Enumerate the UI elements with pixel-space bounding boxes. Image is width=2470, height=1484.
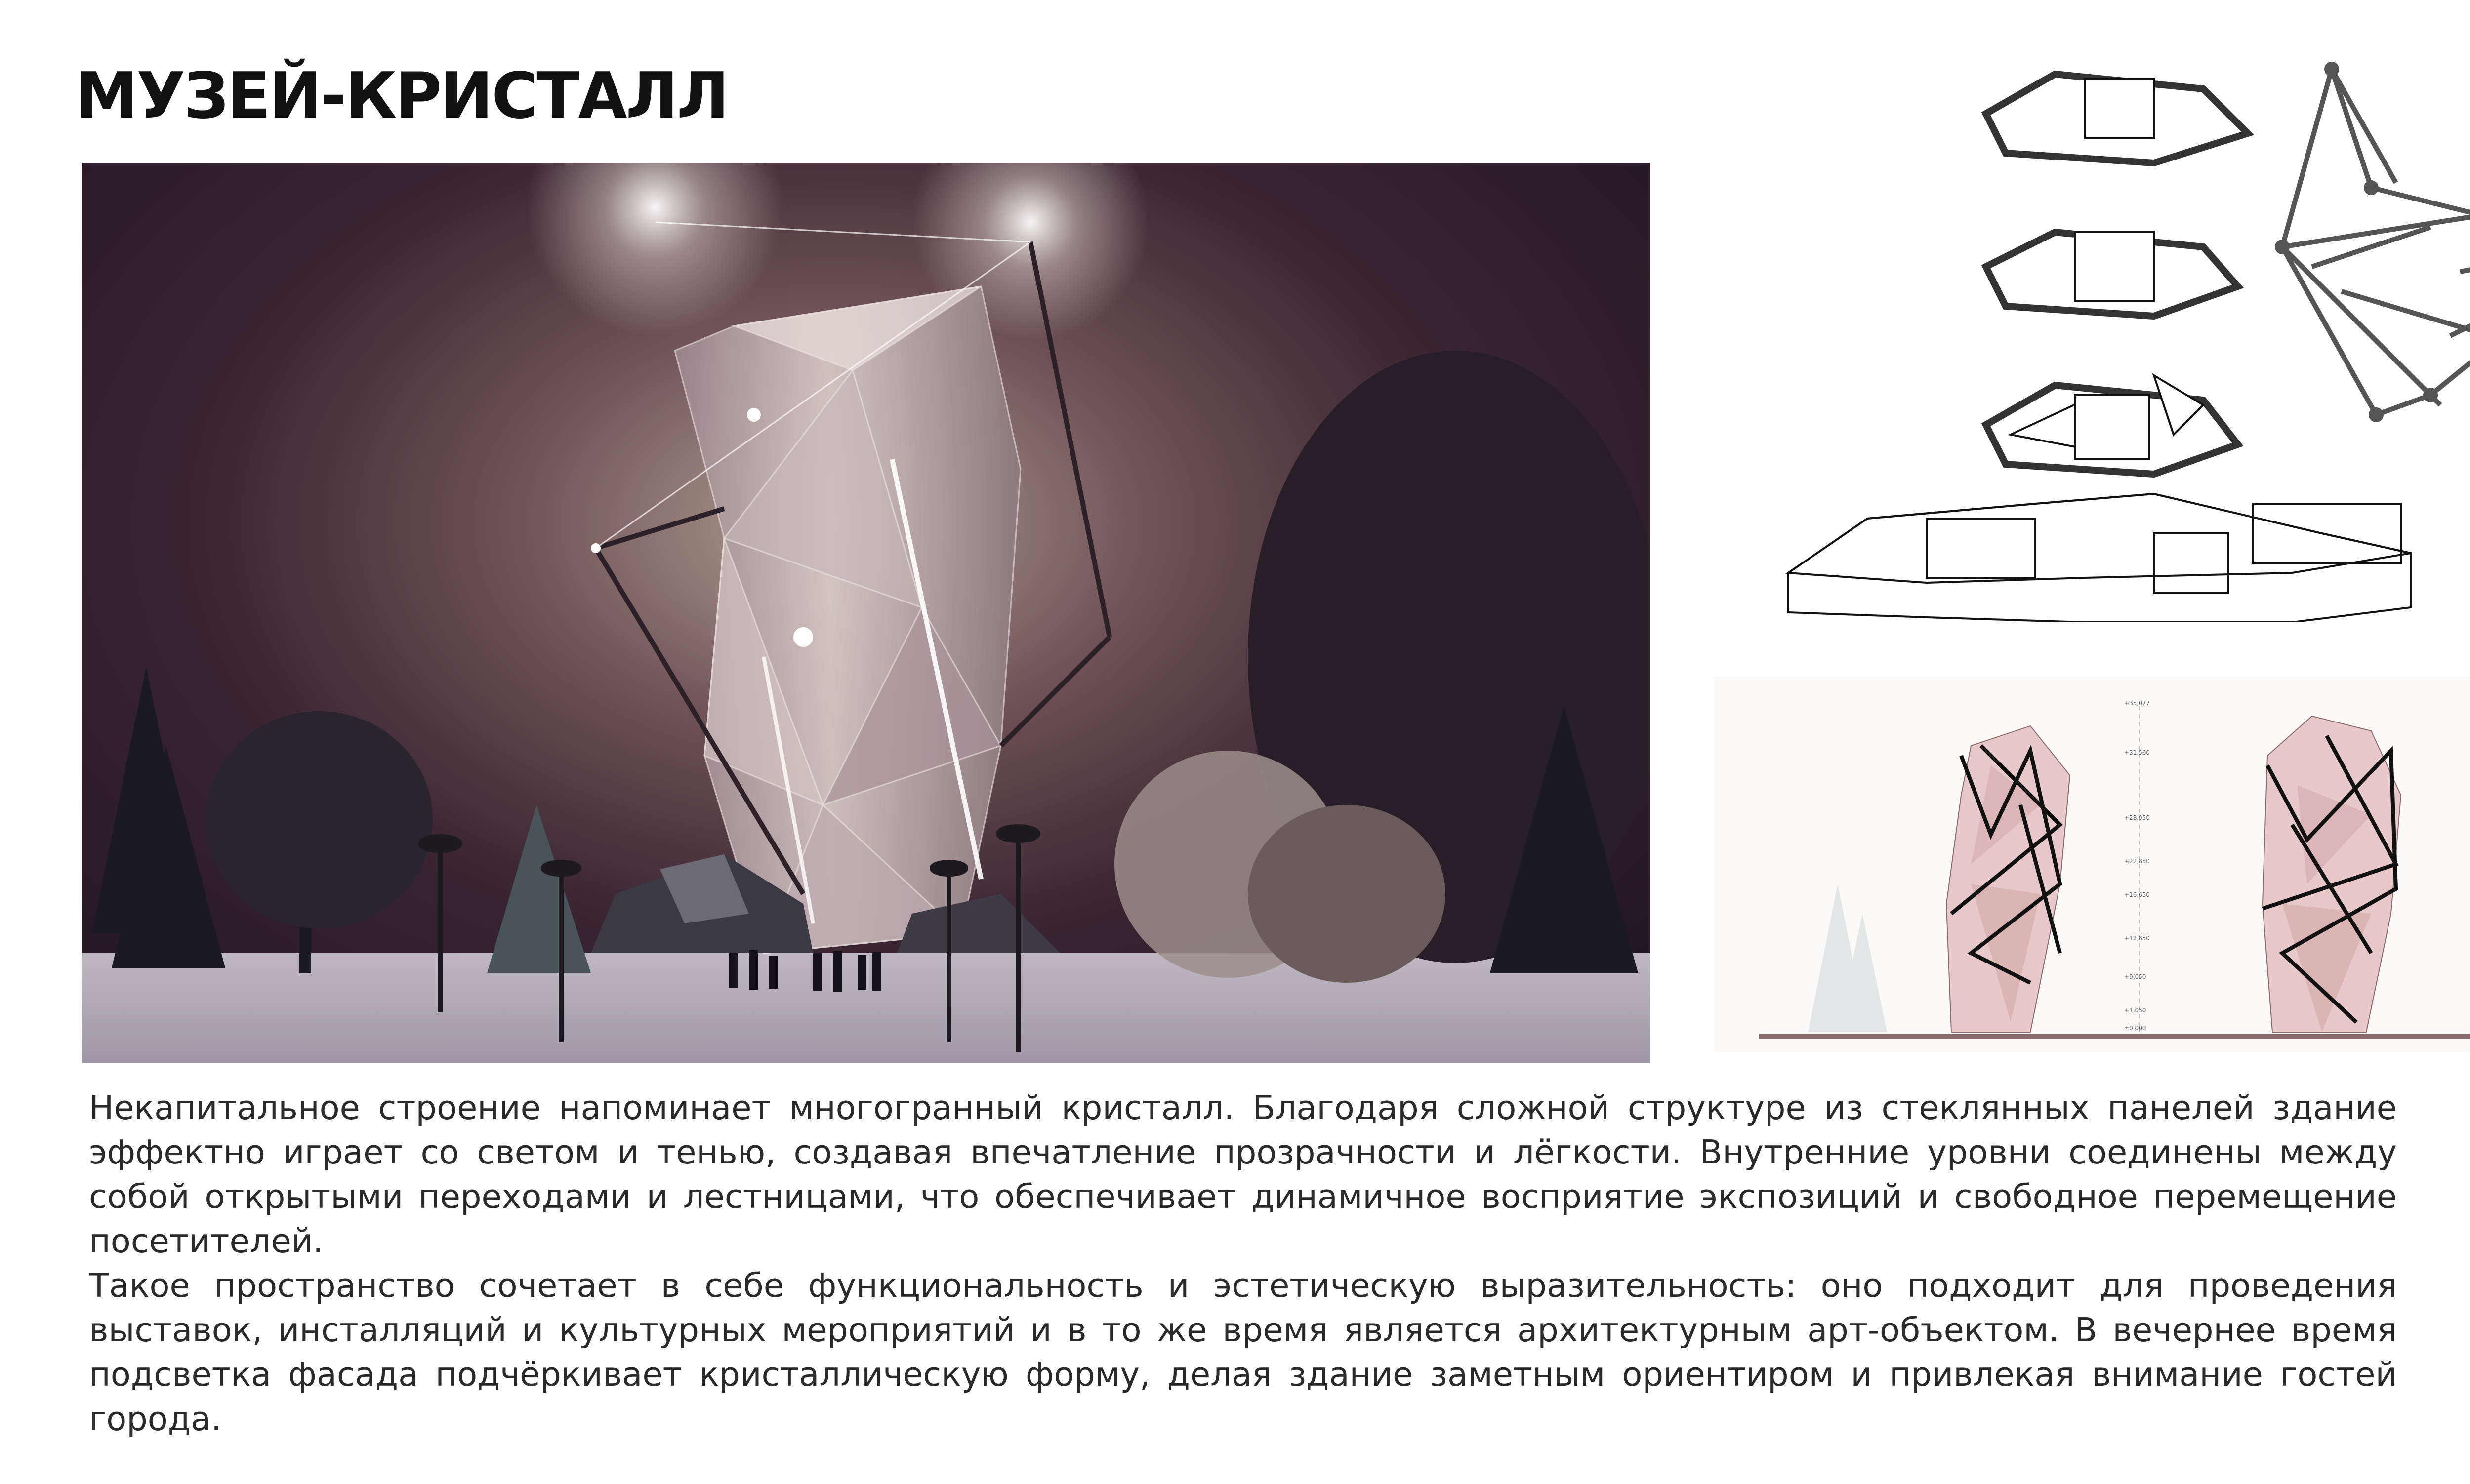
level-mark: +1,050 xyxy=(2124,1007,2146,1014)
level-mark: +28,950 xyxy=(2124,814,2150,821)
structural-frame-drawing xyxy=(2233,59,2470,435)
elevation-right xyxy=(2263,716,2401,1032)
description-text xyxy=(89,1085,2397,1441)
crystal-tower xyxy=(675,286,1021,953)
elevations-drawing xyxy=(1714,677,2470,1052)
elevation-left xyxy=(1946,726,2070,1032)
level-mark: +22,850 xyxy=(2124,858,2150,865)
level-mark: +9,050 xyxy=(2124,973,2146,980)
level-mark: ±0,000 xyxy=(2124,1025,2146,1032)
night-render-image xyxy=(82,163,1650,1063)
paragraph-2: Такое пространство сочетает в себе функциональность и эстетическую выразительность: оно подходит для проведения выставок, инсталляций и культурных мероприятий и в то же время является архитектурным арт-объектом. В вечернее время подсветка фасада подчёркивает кристаллическую форму, делая здание заметным ориентиром и привлекая внимание гостей города. xyxy=(89,1266,2397,1438)
level-mark: +12,850 xyxy=(2124,935,2150,942)
level-mark: +31,560 xyxy=(2124,749,2150,756)
page-title: МУЗЕЙ-КРИСТАЛЛ xyxy=(75,59,728,133)
paragraph-1: Некапитальное строение напоминает многогранный кристалл. Благодаря сложной структуре из стеклянных панелей здание эффектно играет со светом и тенью, создавая впечатление прозрачности и лёгкости. Внутренние уровни соединены между собой открытыми переходами и лестницами, что обеспечивает динамичное восприятие экспозиций и свободное перемещение посетителей. xyxy=(89,1088,2397,1260)
level-mark: +35,077 xyxy=(2124,700,2150,707)
level-mark: +16,650 xyxy=(2124,891,2150,898)
